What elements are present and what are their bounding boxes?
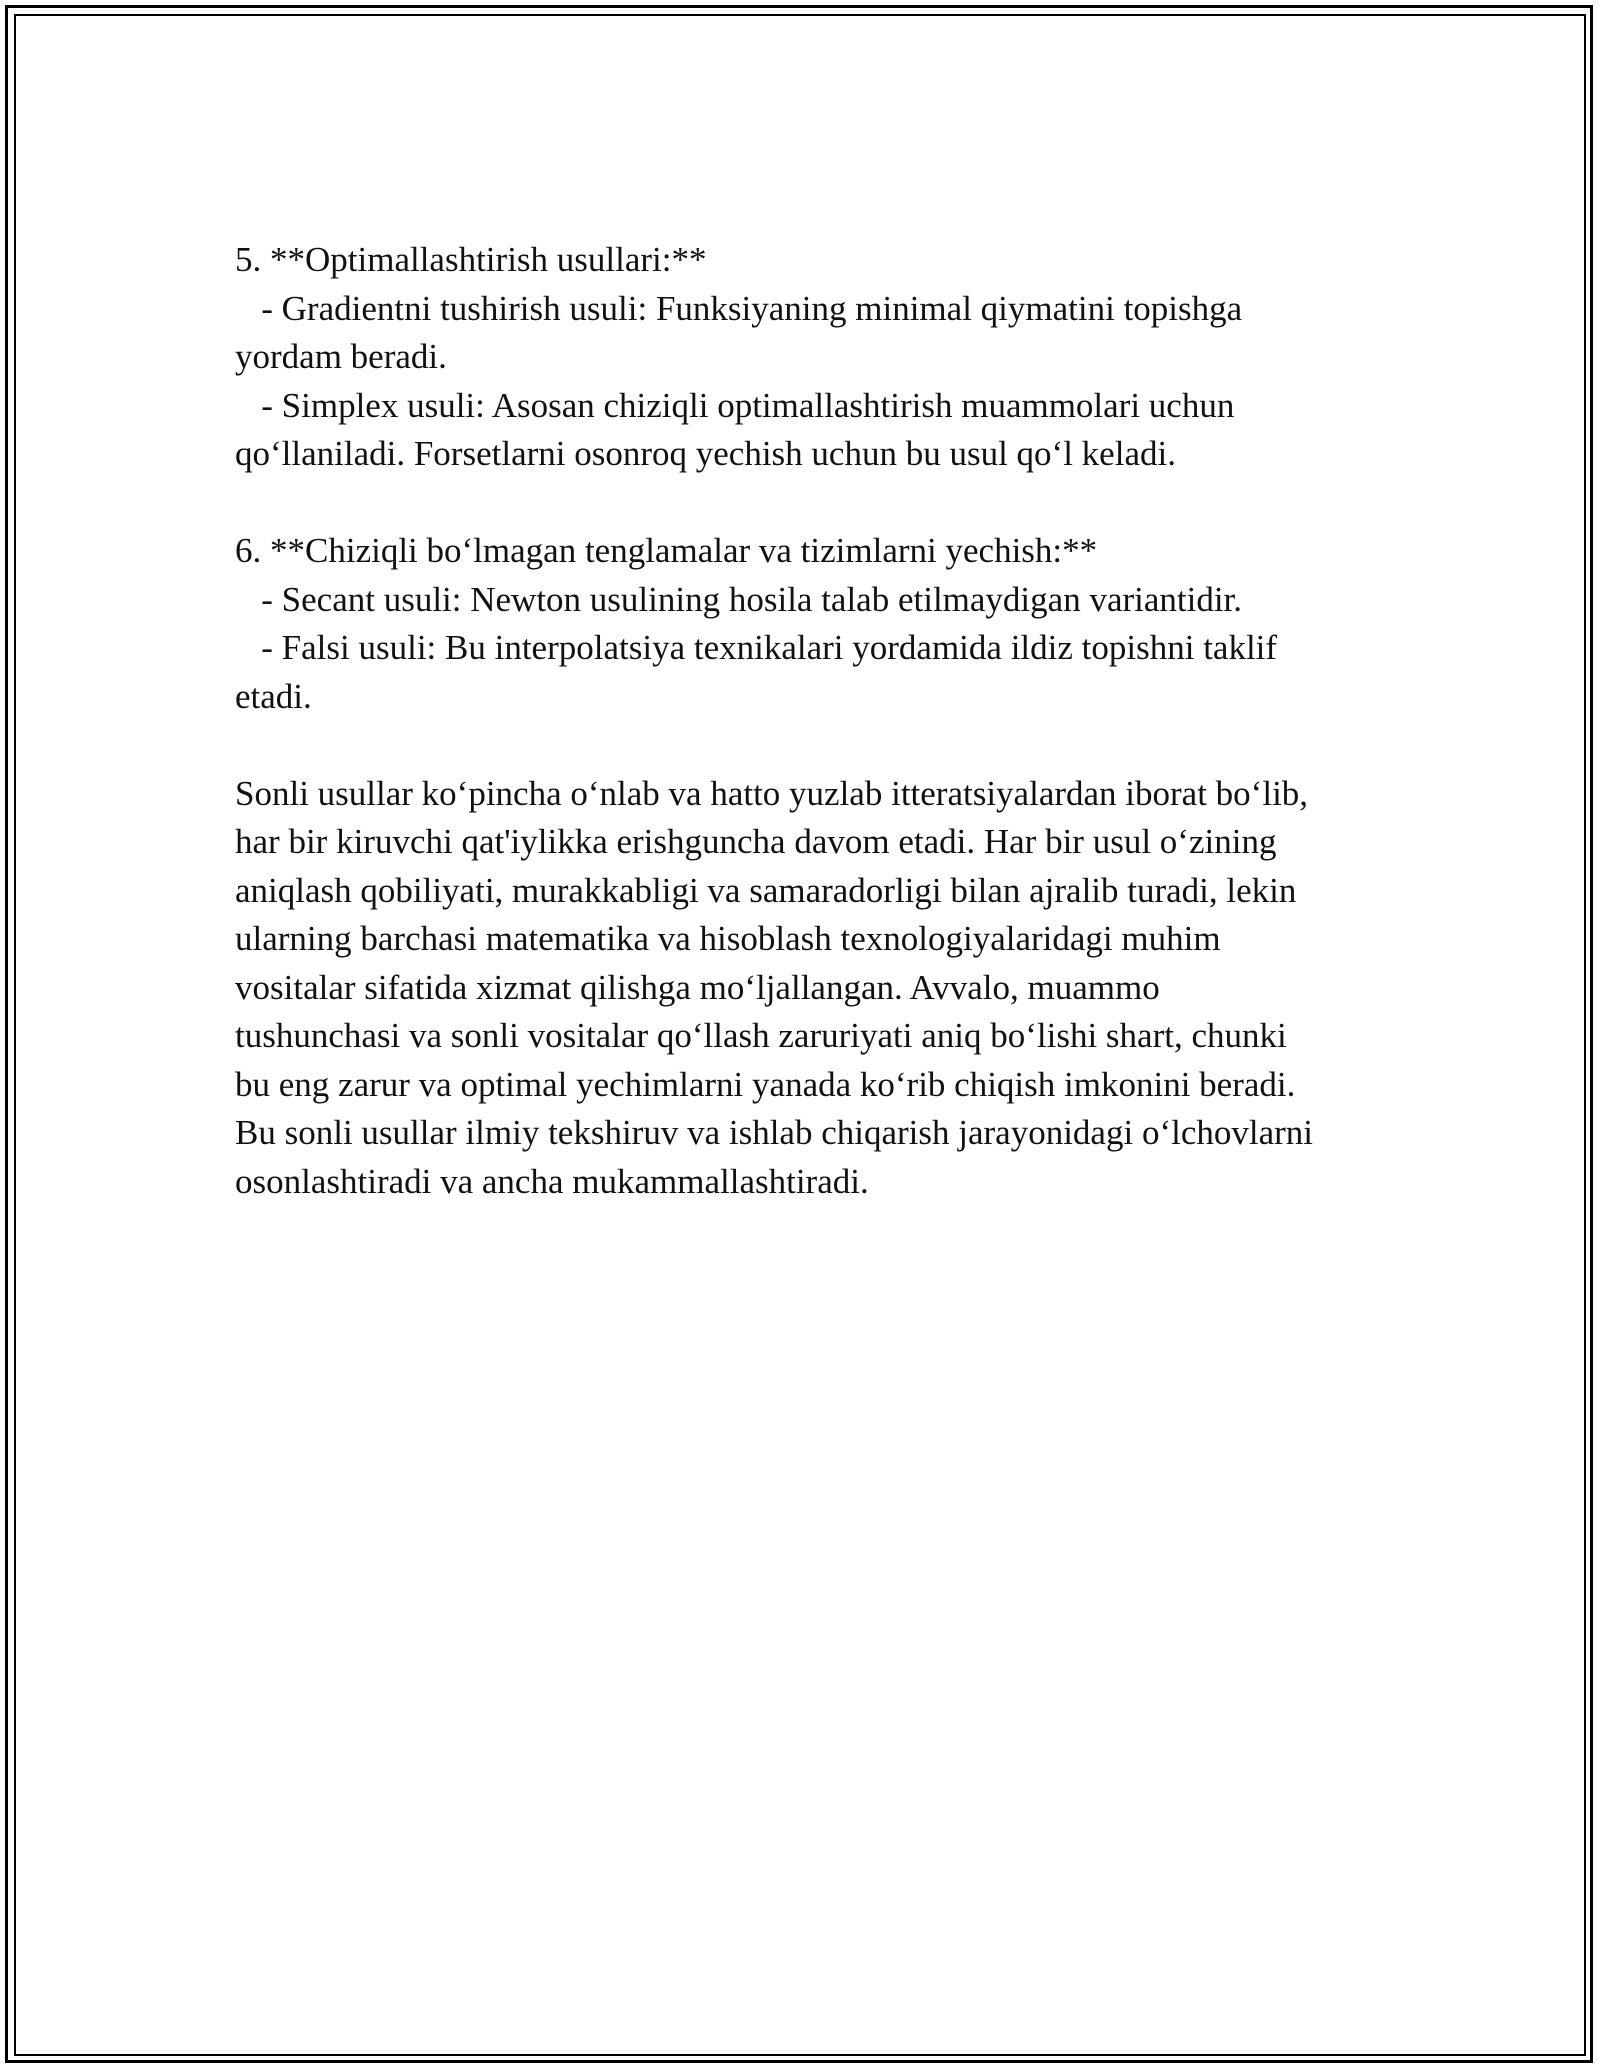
text-line: tushunchasi va sonli vositalar qo‘llash zaruriyati aniq bo‘lishi shart, chunki bbox=[235, 1016, 1287, 1055]
text-line: - Secant usuli: Newton usulining hosila talab etilmaydigan variantidir. bbox=[235, 579, 1243, 619]
text-line: ularning barchasi matematika va hisoblash texnologiyalaridagi muhim bbox=[235, 919, 1221, 958]
text-line: - Simplex usuli: Asosan chiziqli optimallashtirish muammolari uchun bbox=[235, 385, 1235, 425]
text-line: - Falsi usuli: Bu interpolatsiya texnikalari yordamida ildiz topishni taklif bbox=[235, 628, 1278, 667]
section-optimization-methods bbox=[235, 236, 1375, 479]
paragraph-spacer bbox=[235, 479, 1375, 528]
text-line: osonlashtiradi va ancha mukammallashtiradi. bbox=[235, 1161, 869, 1201]
text-line: qo‘llaniladi. Forsetlarni osonroq yechish uchun bu usul qo‘l keladi. bbox=[235, 434, 1176, 473]
conclusion-paragraph bbox=[235, 770, 1375, 1207]
text-line: bu eng zarur va optimal yechimlarni yanada ko‘rib chiqish imkonini beradi. bbox=[235, 1064, 1296, 1104]
text-line: etadi. bbox=[235, 676, 312, 716]
text-line: Sonli usullar ko‘pincha o‘nlab va hatto yuzlab itteratsiyalardan iborat bo‘lib, bbox=[235, 773, 1309, 813]
paragraph-spacer bbox=[235, 721, 1375, 770]
text-line: Bu sonli usullar ilmiy tekshiruv va ishlab chiqarish jarayonidagi o‘lchovlarni bbox=[235, 1113, 1313, 1152]
section-heading: 5. **Optimallashtirish usullari:** bbox=[235, 240, 707, 279]
text-line: - Gradientni tushirish usuli: Funksiyaning minimal qiymatini topishga bbox=[235, 288, 1243, 328]
text-line: har bir kiruvchi qat'iylikka erishguncha davom etadi. Har bir usul o‘zining bbox=[235, 822, 1277, 861]
section-nonlinear-equations bbox=[235, 527, 1375, 721]
text-line: yordam beradi. bbox=[235, 337, 447, 376]
text-line: vositalar sifatida xizmat qilishga mo‘ljallangan. Avvalo, muammo bbox=[235, 967, 1160, 1007]
section-heading: 6. **Chiziqli bo‘lmagan tenglamalar va tizimlarni yechish:** bbox=[235, 531, 1098, 570]
text-line: aniqlash qobiliyati, murakkabligi va samaradorligi bilan ajralib turadi, lekin bbox=[235, 870, 1297, 910]
document-body bbox=[235, 236, 1375, 1206]
